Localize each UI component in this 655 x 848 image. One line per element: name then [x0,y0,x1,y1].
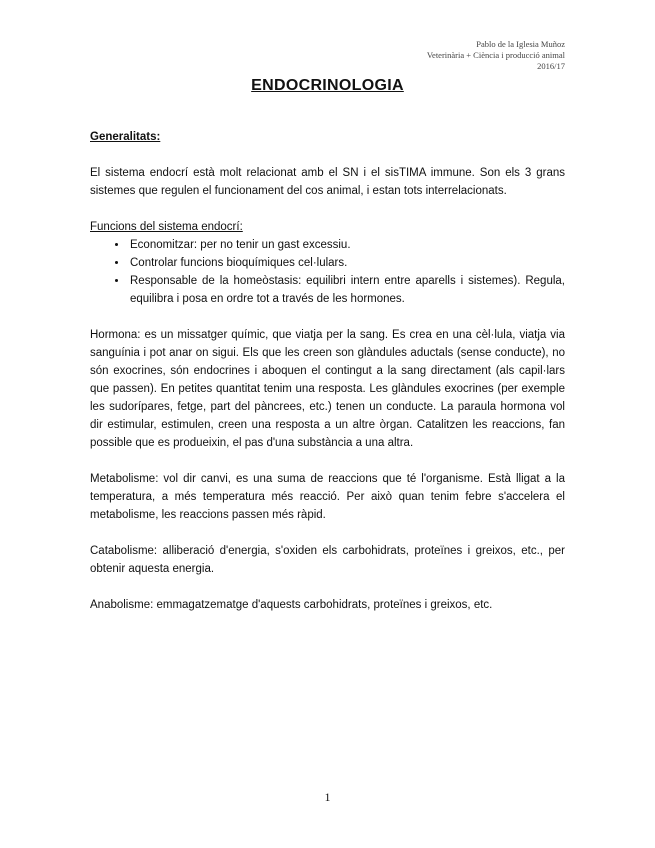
functions-list [90,236,565,308]
header-year: 2016/17 [537,61,565,71]
list-item: • Economitzar: per no tenir un gast excessiu. [128,236,565,254]
document-body [90,128,565,632]
functions-heading: Funcions del sistema endocrí: [90,221,243,233]
page-header [427,39,565,72]
hormone-paragraph: Hormona: es un missatger químic, que viatja per la sang. Es crea en una cèl·lula, viatja via sanguínia i pot anar on sigui. Els que les creen son glàndules aductals (sense conducte), no són exocrines, són endocrines i aboquen el contingut a la sang directament (als capil·lars que passen). En petites quantitat tenim una resposta. Les glàndules exocrines (per exemple les sudorípares, fetge, part del pàncrees, etc.) tenen un conducte. La paraula hormona vol dir estimular, estimulen, creen una resposta a un altre òrgan. Catalitzen les reaccions, fan possible que es produeixin, el pas d'una substància a una altra. [90,329,565,449]
header-author: Pablo de la Iglesia Muñoz [476,39,565,49]
list-item: • Controlar funcions bioquímiques cel·lulars. [128,254,565,272]
section-title: Generalitats: [90,131,161,143]
metabolism-paragraph: Metabolisme: vol dir canvi, es una suma de reaccions que té l'organisme. Està lligat a la temperatura, a més temperatura més reacció. Per això quan tenim febre s'accelera el metabolisme, les reaccions passen més ràpid. [90,473,565,521]
intro-paragraph: El sistema endocrí està molt relacionat amb el SN i el sisTIMA immune. Son els 3 grans sistemes que regulen el funcionament del cos animal, i estan tots interrelacionats. [90,167,565,197]
header-course: Veterinària + Ciència i producció animal [426,50,565,60]
list-item: • Responsable de la homeòstasis: equilibri intern entre aparells i sistemes). Regula, equilibra i posa en ordre tot a través de les hormones. [128,272,565,308]
catabolism-paragraph: Catabolisme: alliberació d'energia, s'oxiden els carbohidrats, proteïnes i greixos, etc., per obtenir aquesta energia. [90,545,565,575]
anabolism-paragraph: Anabolisme: emmagatzematge d'aquests carbohidrats, proteïnes i greixos, etc. [90,599,493,611]
document-title: ENDOCRINOLOGIA [251,77,404,94]
page-number: 1 [324,790,331,804]
